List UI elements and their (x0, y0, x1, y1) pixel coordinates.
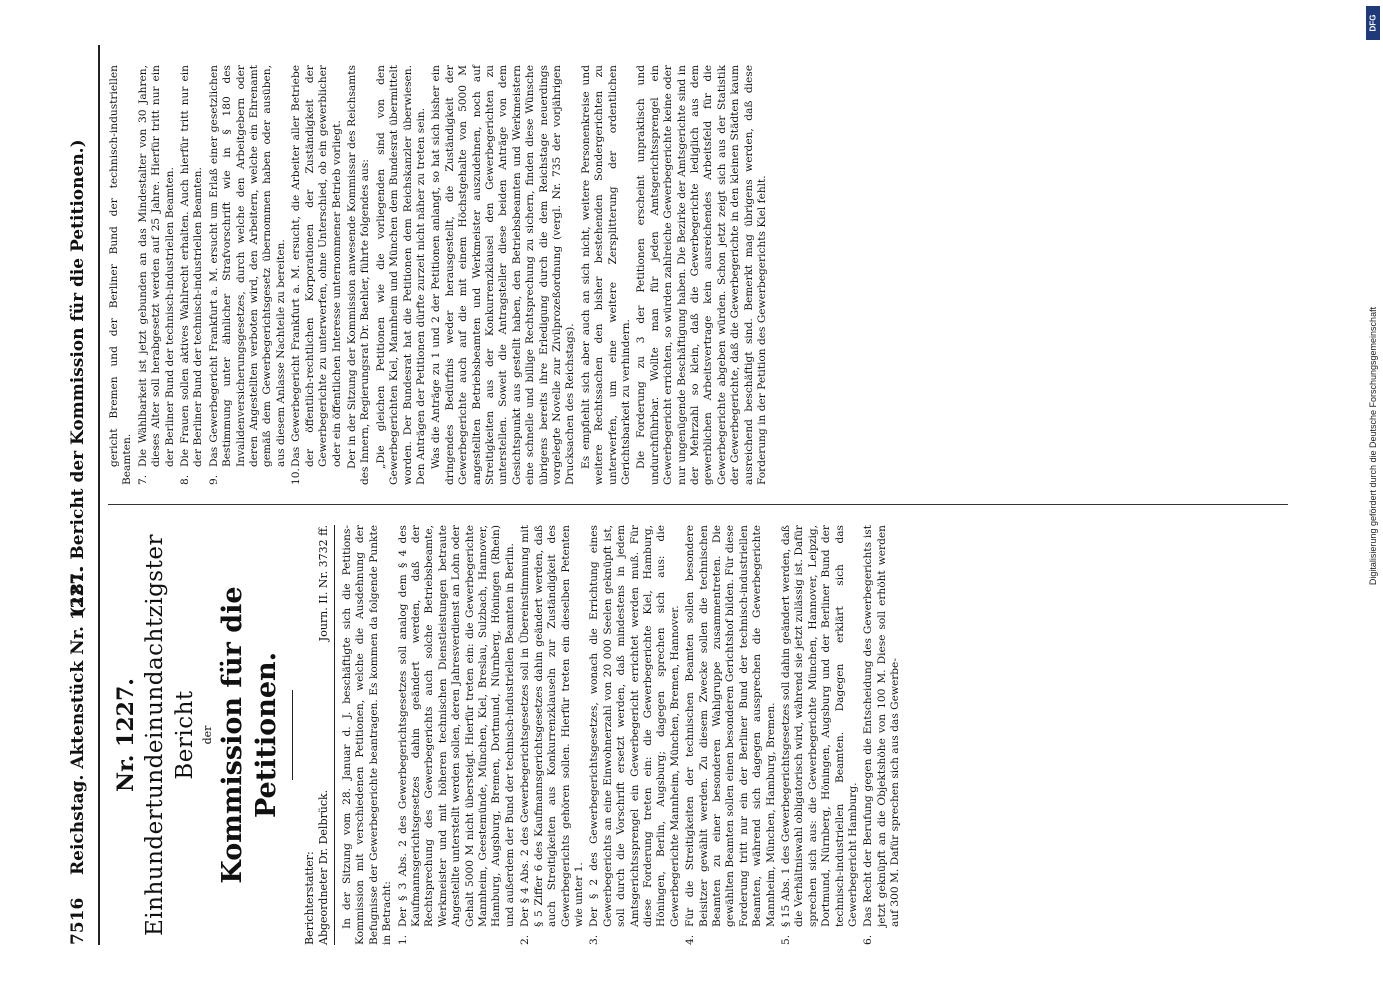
list-item: 2. Der § 4 Abs. 2 des Gewerbegerichtsgesetzes soll in Übereinstimmung mit § 5 Ziffer 6 des Kaufmannsgerichtsgesetzes dahin geändert werden, daß auch Streitigkeiten aus Konkurrenzklauseln zur Zuständigkeit des Gewerbegerichts gehören sollen. Hierfür treten ein dieselben Petenten wie unter 1. (519, 525, 585, 945)
body-paragraph: „Die gleichen Petitionen wie die vorliegenden sind von den Gewerbegerichten Kiel, Mannheim und München dem Bundesrat übermittelt worden. Der Bundesrat hat die Petitionen dem Reichskanzler überwiesen. Den Anträgen der Petitionen dürfte zurzeit nicht näher zu treten sein. (374, 65, 427, 485)
rotated-page (62, 45, 1312, 945)
body-paragraph: Was die Anträge zu 1 und 2 der Petitionen anlangt, so hat sich bisher ein dringendes Bedürfnis weder herausgestellt, die Zuständigkeit der Gewerbegerichte auch auf die mit einem Höchstgehalte von 5000 M angestellten Betriebsbeamten und Werkmeister auszudehnen, noch auf Streitigkeiten aus der Konkurrenzklausel den Gewerbegerichten zu unterstellen. Soweit die Antragsteller diese beiden Anträge von dem Gesichtspunkt aus gestellt haben, den Betriebsbeamten und Werkmeistern eine schnelle und billige Rechtsprechung zu sichern, finden diese Wünsche übrigens bereits ihre Erledigung durch die dem Reichstage neuerdings vorgelegte Novelle zur Zivilprozeßordnung (vergl. Nr. 735 der vorjährigen Drucksachen des Reichstags). (430, 65, 577, 485)
continuation-text: gericht Bremen und der Berliner Bund der technisch-industriellen Beamten. (108, 65, 134, 485)
column-left (108, 525, 905, 945)
petition-points-b (137, 65, 344, 485)
list-item: 3. Der § 2 des Gewerbegerichtsgesetzes, wonach die Errichtung eines Gewerbegerichts an eine Einwohnerzahl von 20 000 Seelen geknüpft ist, soll durch die Vorschrift ersetzt werden, daß mindestens in jedem Amtsgerichtssprengel ein Gewerbegericht errichtet werden muß. Für diese Forderung treten ein: die Gewerbegerichte Kiel, Hamburg, Höningen, Berlin, Augsburg; dagegen sprechen sich aus: die Gewerbegerichte Mannheim, München, Bremen, Hannover. (588, 525, 681, 945)
reporter-role: Berichterstatter: (303, 851, 316, 945)
report-title: Einhundertundeinundachtzigster Bericht (142, 534, 198, 936)
intro-paragraph: In der Sitzung vom 28. Januar d. J. beschäftigte sich die Petitions-Kommission mit verschiedenen Petitionen, welche die Ausdehnung der Befugnisse der Gewerbegerichte beantragen. Es kommen da folgende Punkte in Betracht: (341, 525, 394, 945)
column-right (108, 65, 772, 485)
list-item: 1. Der § 3 Abs. 2 des Gewerbegerichtsgesetzes soll analog dem § 4 des Kaufmannsgerichtsgesetzes dahin geändert werden, daß der Rechtsprechung des Gewerbegerichts auch solche Betriebsbeamte, Werkmeister und mit höheren technischen Dienstleistungen betraute Angestellte unterstellt werden sollen, deren Jahresverdienst an Lohn oder Gehalt 5000 M nicht übersteigt. Hierfür treten ein: die Gewerbegerichte Mannheim, Geestemünde, München, Kiel, Breslau, Sulzbach, Hannover, Hamburg, Augsburg, Bremen, Dortmund, Nürnberg, Höningen (Rhein) und außerdem der Bund der technisch-industriellen Beamten in Berlin. (396, 525, 516, 945)
list-item: 5. § 15 Abs. 1 des Gewerbegerichtsgesetzes soll dahin geändert werden, daß die Verhältniswahl obligatorisch wird, während sie jetzt zulässig ist. Dafür sprechen sich aus: die Gewerbegerichte München, Hannover, Leipzig, Dortmund, Nürnberg, Höningen, Augsburg und der Berliner Bund der technisch-industriellen Beamten. Dagegen erklärt sich das Gewerbegericht Hamburg. (780, 525, 860, 945)
journal-reference: Journ. II. Nr. 3732 ff. (317, 525, 330, 642)
body-paragraph: Der in der Sitzung der Kommission anwesende Kommissar des Reichsamts des Innern, Regierungsrat Dr. Baehler, führte folgendes aus: (345, 65, 372, 485)
title-der: der (201, 725, 214, 745)
page-number: 7516 (68, 897, 88, 945)
title-rule (292, 690, 293, 780)
list-item: 6. Das Recht der Berufung gegen die Entscheidung des Gewerbegerichts ist jetzt geknüpft an die Objektshöhe von 100 M. Diese soll erhöht werden auf 300 M. Dafür sprechen sich aus das Gewerbe- (862, 525, 902, 945)
petition-points-a (397, 525, 903, 945)
reporter-name: Abgeordneter Dr. Delbrück. (317, 789, 330, 945)
reporter-line (317, 525, 331, 945)
reference-rule (334, 525, 335, 945)
dfg-logo: DFG (1366, 6, 1380, 40)
funding-credit: Digitalisierung gefördert durch die Deutsche Forschungsgemeinschaft (1368, 306, 1378, 586)
running-head-left: Reichstag. Aktenstück Nr. 1227. (68, 566, 88, 875)
column-divider (108, 504, 1288, 505)
running-head (68, 45, 102, 945)
list-item: 7. Die Wählbarkeit ist jetzt gebunden an das Mindestalter von 30 Jahren, dieses Alter soll herabgesetzt werden auf 25 Jahre. Hierfür tritt nur ein der Berliner Bund der technisch-industriellen Beamten. (136, 65, 176, 485)
list-item: 4. Für die Streitigkeiten der technischen Beamten sollen besondere Beisitzer gewählt werden. Zu diesem Zwecke sollen die technischen Beamten zu einer besonderen Wahlgruppe zusammentreten. Die gewählten Beamten sollen einen besonderen Gerichtshof bilden. Für diese Forderung tritt nur ein der Berliner Bund der technisch-industriellen Beamten, während sich dagegen aussprechen die Gewerbegerichte Mannheim, München, Hamburg, Bremen. (684, 525, 777, 945)
list-item: 10. Das Gewerbegericht Frankfurt a. M. ersucht, die Arbeiter aller Betriebe der öffentlich-rechtlichen Korporationen der Zuständigkeit der Gewerbegerichte zu unterwerfen, ohne Unterschied, ob ein gewerblicher oder ein öffentlichen Interesse unternommener Betrieb vorliegt. (290, 65, 343, 485)
body-paragraph: Es empfiehlt sich aber auch an sich nicht, weitere Personenkreise und weitere Rechtssachen den bisher bestehenden Sondergerichten zu unterwerfen, um eine weitere Zersplitterung der ordentlichen Gerichtsbarkeit zu verhindern. (579, 65, 633, 485)
header-rule (98, 45, 100, 945)
body-paragraph: Die Forderung zu 3 der Petitionen erscheint unpraktisch und undurchführbar. Wollte man für jeden Amtsgerichtssprengel ein Gewerbegericht errichten, so würden zahlreiche Gewerbegerichte keine oder nur ungenügende Beschäftigung haben. Die Bezirke der Amtsgerichte sind in der Mehrzahl so klein, daß die Gewerbegerichte lediglich aus dem gewerblichen Arbeitsvertrage kein ausreichendes Arbeitsfeld für die Gewerbegerichte abgeben würden. Schon jetzt zeigt sich aus der Statistik der Gewerbegerichte, daß die Gewerbegerichte in den kleinen Städten kaum ausreichend beschäftigt sind. Bemerkt mag übrigens werden, daß diese Forderung in der Petition des Gewerbegerichts Kiel fehlt. (635, 65, 769, 485)
digitization-sidebar (1366, 6, 1380, 996)
list-item: 9. Das Gewerbegericht Frankfurt a. M. ersucht um Erlaß einer gesetzlichen Bestimmung unter ähnlicher Strafvorschrift wie in § 180 des Invalidenversicherungsgesetzes, durch welche den Arbeitgebern oder deren Angestellten verboten wird, den Arbeitern, welche ein Ehrenamt gemäß dem Gewerbegerichtsgesetz übernommen haben oder ausüben, aus diesem Anlasse Nachteile zu bereiten. (207, 65, 287, 485)
document-number: Nr. 1227. (113, 678, 139, 792)
list-item: 8. Die Frauen sollen aktives Wahlrecht erhalten. Auch hierfür tritt nur ein der Berliner Bund der technisch-industriellen Beamten. (179, 65, 205, 485)
running-head-right: (181. Bericht der Kommission für die Petitionen.) (68, 139, 88, 615)
commission-title: Kommission für die Petitionen. (217, 586, 282, 884)
